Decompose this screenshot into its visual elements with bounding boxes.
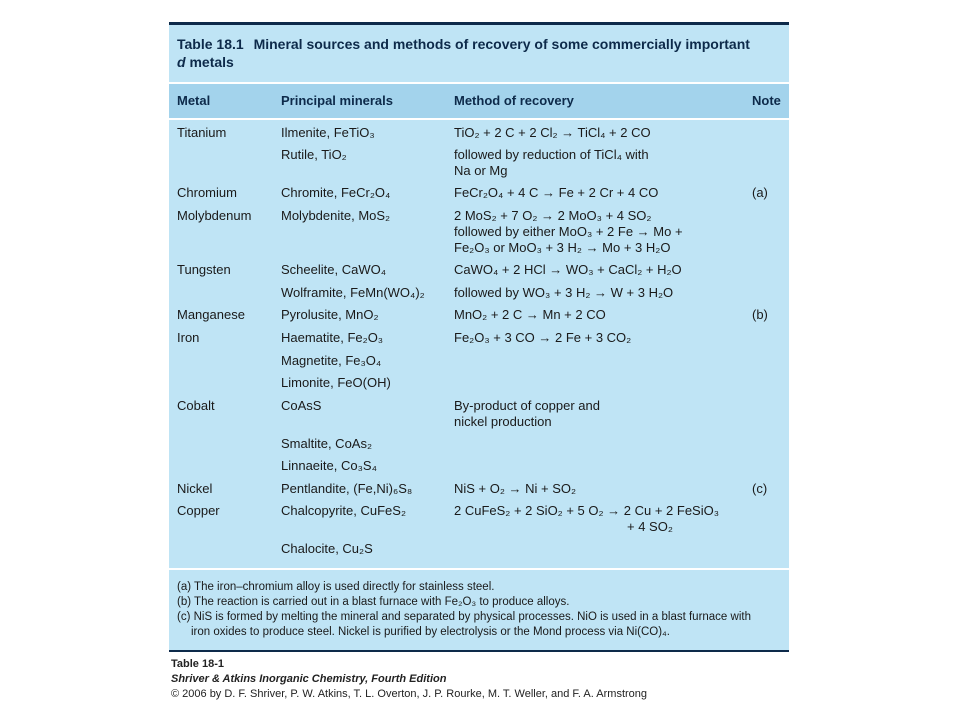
cell-mineral: Molybdenite, MoS₂ — [281, 208, 391, 223]
note-c-cont: iron oxides to produce steel. Nickel is purified by electrolysis or the Mond process via Ni(CO)₄. — [191, 626, 670, 638]
credit-book-title: Shriver & Atkins Inorganic Chemistry, Fourth Edition — [171, 673, 447, 685]
caption-number: Table 18.1 — [177, 36, 244, 52]
credit-copyright: © 2006 by D. F. Shriver, P. W. Atkins, T. L. Overton, J. P. Rourke, M. T. Weller, and F. A. Armstrong — [171, 688, 648, 700]
cell-method: followed by either MoO₃ + 2 Fe → Mo + — [454, 224, 683, 239]
cell-method: followed by reduction of TiCl₄ with — [454, 147, 649, 162]
credit-table-id: Table 18-1 — [171, 658, 224, 670]
table-header-row — [169, 82, 789, 120]
cell-metal: Iron — [177, 330, 200, 345]
cell-method: Fe₂O₃ or MoO₃ + 3 H₂ → Mo + 3 H₂O — [454, 240, 671, 255]
cell-method: Na or Mg — [454, 163, 508, 178]
cell-metal: Manganese — [177, 307, 245, 322]
cell-mineral: Pyrolusite, MnO₂ — [281, 307, 379, 322]
note-c: (c) NiS is formed by melting the mineral and separated by physical processes. NiO is used in a blast furnace with — [177, 611, 751, 623]
cell-metal: Titanium — [177, 125, 227, 140]
cell-mineral: Chalcopyrite, CuFeS₂ — [281, 503, 406, 518]
cell-mineral: Chalocite, Cu₂S — [281, 541, 373, 556]
header-method: Method of recovery — [454, 93, 574, 108]
cell-method: 2 CuFeS₂ + 2 SiO₂ + 5 O₂ → 2 Cu + 2 FeSiO₃ — [454, 503, 720, 518]
header-note: Note — [752, 93, 781, 108]
cell-metal: Molybdenum — [177, 208, 252, 223]
cell-mineral: Linnaeite, Co₃S₄ — [281, 458, 377, 473]
cell-mineral: Rutile, TiO₂ — [281, 147, 347, 162]
cell-method: 2 MoS₂ + 7 O₂ → 2 MoO₃ + 4 SO₂ — [454, 208, 652, 223]
cell-mineral: Wolframite, FeMn(WO₄)₂ — [281, 285, 425, 300]
data-table — [169, 22, 789, 652]
cell-method: CaWO₄ + 2 HCl → WO₃ + CaCl₂ + H₂O — [454, 262, 682, 277]
cell-metal: Cobalt — [177, 398, 215, 413]
cell-mineral: Haematite, Fe₂O₃ — [281, 330, 384, 345]
cell-method: By-product of copper and — [454, 398, 600, 413]
cell-method: + 4 SO₂ — [627, 519, 673, 534]
cell-metal: Tungsten — [177, 262, 231, 277]
caption-italic: d — [177, 54, 186, 70]
cell-method: MnO₂ + 2 C → Mn + 2 CO — [454, 307, 606, 322]
cell-method: FeCr₂O₄ + 4 C → Fe + 2 Cr + 4 CO — [454, 185, 659, 200]
cell-mineral: Smaltite, CoAs₂ — [281, 436, 373, 451]
table-notes — [169, 568, 789, 652]
cell-mineral: CoAsS — [281, 398, 322, 413]
table-caption — [177, 35, 777, 71]
cell-method: followed by WO₃ + 3 H₂ → W + 3 H₂O — [454, 285, 674, 300]
note-b: (b) The reaction is carried out in a blast furnace with Fe₂O₃ to produce alloys. — [177, 596, 570, 608]
cell-mineral: Magnetite, Fe₃O₄ — [281, 353, 382, 368]
table-body — [169, 118, 789, 568]
cell-note: (a) — [752, 185, 768, 200]
cell-metal: Nickel — [177, 481, 213, 496]
header-metal: Metal — [177, 93, 211, 108]
cell-note: (c) — [752, 481, 768, 496]
cell-note: (b) — [752, 307, 768, 322]
header-minerals: Principal minerals — [281, 93, 393, 108]
cell-metal: Chromium — [177, 185, 237, 200]
cell-mineral: Ilmenite, FeTiO₃ — [281, 125, 375, 140]
cell-mineral: Chromite, FeCr₂O₄ — [281, 185, 391, 200]
cell-method: NiS + O₂ → Ni + SO₂ — [454, 481, 577, 496]
cell-method: Fe₂O₃ + 3 CO → 2 Fe + 3 CO₂ — [454, 330, 632, 345]
cell-metal: Copper — [177, 503, 220, 518]
credit-block — [171, 657, 791, 702]
cell-method: TiO₂ + 2 C + 2 Cl₂ → TiCl₄ + 2 CO — [454, 125, 651, 140]
caption-end: metals — [189, 54, 234, 70]
cell-method: nickel production — [454, 414, 552, 429]
cell-mineral: Scheelite, CaWO₄ — [281, 262, 387, 277]
caption-text: Mineral sources and methods of recovery of some commercially important — [253, 36, 750, 52]
cell-mineral: Pentlandite, (Fe,Ni)₆S₈ — [281, 481, 413, 496]
note-a: (a) The iron–chromium alloy is used directly for stainless steel. — [177, 581, 495, 593]
cell-mineral: Limonite, FeO(OH) — [281, 375, 391, 390]
